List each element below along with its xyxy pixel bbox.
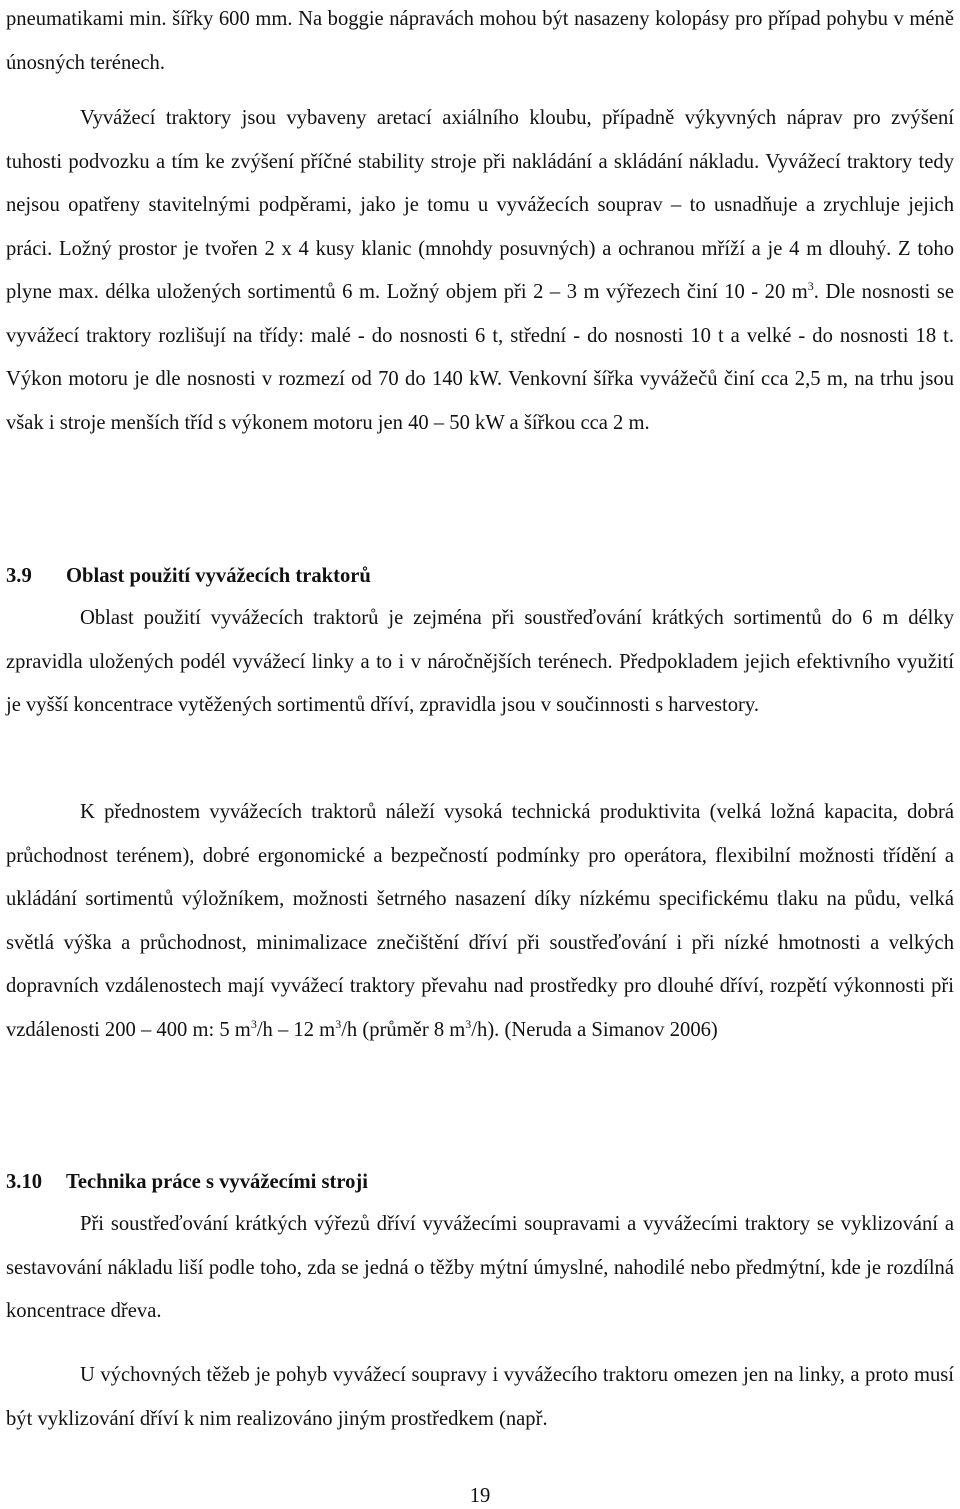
superscript: 3 xyxy=(465,1016,472,1031)
paragraph-text: K přednostem vyvážecích traktorů náleží vysoká technická produktivita (velká ložná kapacita, dobrá průchodnost terénem), dobré ergonomické a bezpečností podmínky pro operátora, flexibilní možnosti třídění a ukládání sortimentů výložníkem, možnosti šetrného nasazení díky nízkému specifickému tlaku na půdu, velká světlá výška a průchodnost, minimalizace znečištění dříví při soustřeďování i při nízké hmotnosti a velkých dopravních vzdálenostech mají vyvážecí traktory převahu nad prostředky pro dlouhé dříví, rozpětí výkonnosti při vzdálenosti 200 – 400 m: 5 m xyxy=(6,801,954,1041)
paragraph-text: Vyvážecí traktory jsou vybaveny aretací axiálního kloubu, případně výkyvných náprav pro zvýšení tuhosti podvozku a tím ke zvýšení příčné stability stroje při nakládání a skládání nákladu. Vyvážecí traktory tedy nejsou opatřeny stavitelnými podpěrami, jako je tomu u vyvážecích souprav – to usnadňuje a zrychluje jejich práci. Ložný prostor je tvořen 2 x 4 kusy klanic (mnohdy posuvných) a ochranou mříží a je 4 m dlouhý. Z toho plyne max. délka uložených sortimentů 6 m. Ložný objem při 2 – 3 m výřezech činí 10 - 20 m xyxy=(6,107,954,303)
superscript: 3 xyxy=(335,1016,342,1031)
paragraph-advantages xyxy=(6,791,954,1052)
section-number: 3.10 xyxy=(6,1171,43,1193)
section-heading-3-10 xyxy=(6,1167,954,1197)
page-number: 19 xyxy=(469,1485,491,1507)
paragraph-text: . Dle nosnosti se vyvážecí traktory rozlišují na třídy: malé - do nosnosti 6 t, střední - do nosnosti 10 t a velké - do nosnosti 18 t. Výkon motoru je dle nosnosti v rozmezí od 70 do 140 kW. Venkovní šířka vyvážečů činí cca 2,5 m, na trhu jsou však i stroje menších tříd s výkonem motoru jen 40 – 50 kW a šířkou cca 2 m. xyxy=(6,281,954,434)
paragraph-text: /h (průměr 8 m xyxy=(341,1018,466,1041)
paragraph-text: /h – 12 m xyxy=(256,1018,336,1041)
paragraph-usage: Oblast použití vyvážecích traktorů je zejména při soustřeďování krátkých sortimentů do 6 m délky zpravidla uložených podél vyvážecí linky a to i v náročnějších terénech. Předpokladem jejich efektivního využití je vyšší koncentrace vytěžených sortimentů dříví, zpravidla jsou v součinnosti s harvestory. xyxy=(6,607,954,716)
paragraph-continued: pneumatikami min. šířky 600 mm. Na boggie nápravách mohou být nasazeny kolopásy pro případ pohybu v méně únosných terénech. xyxy=(6,8,954,74)
section-title: Technika práce s vyvážecími stroji xyxy=(66,1171,369,1193)
paragraph-text: /h). (Neruda a Simanov 2006) xyxy=(471,1018,718,1041)
section-title: Oblast použití vyvážecích traktorů xyxy=(66,565,371,587)
paragraph-technique: Při soustřeďování krátkých výřezů dříví vyvážecími soupravami a vyvážecími traktory se vyklizování a sestavování nákladu liší podle toho, zda se jedná o těžby mýtní úmyslné, nahodilé nebo předmýtní, kde je rozdílná koncentrace dřeva. xyxy=(6,1213,954,1322)
superscript: 3 xyxy=(807,279,814,294)
section-heading-3-9 xyxy=(6,561,954,591)
paragraph-thinning: U výchovných těžeb je pohyb vyvážecí soupravy i vyvážecího traktoru omezen jen na linky, a proto musí být vyklizování dříví k nim realizováno jiným prostředkem (např. xyxy=(6,1364,954,1430)
section-number: 3.9 xyxy=(6,565,32,587)
superscript: 3 xyxy=(250,1016,257,1031)
paragraph-forwarder-features xyxy=(6,97,954,445)
